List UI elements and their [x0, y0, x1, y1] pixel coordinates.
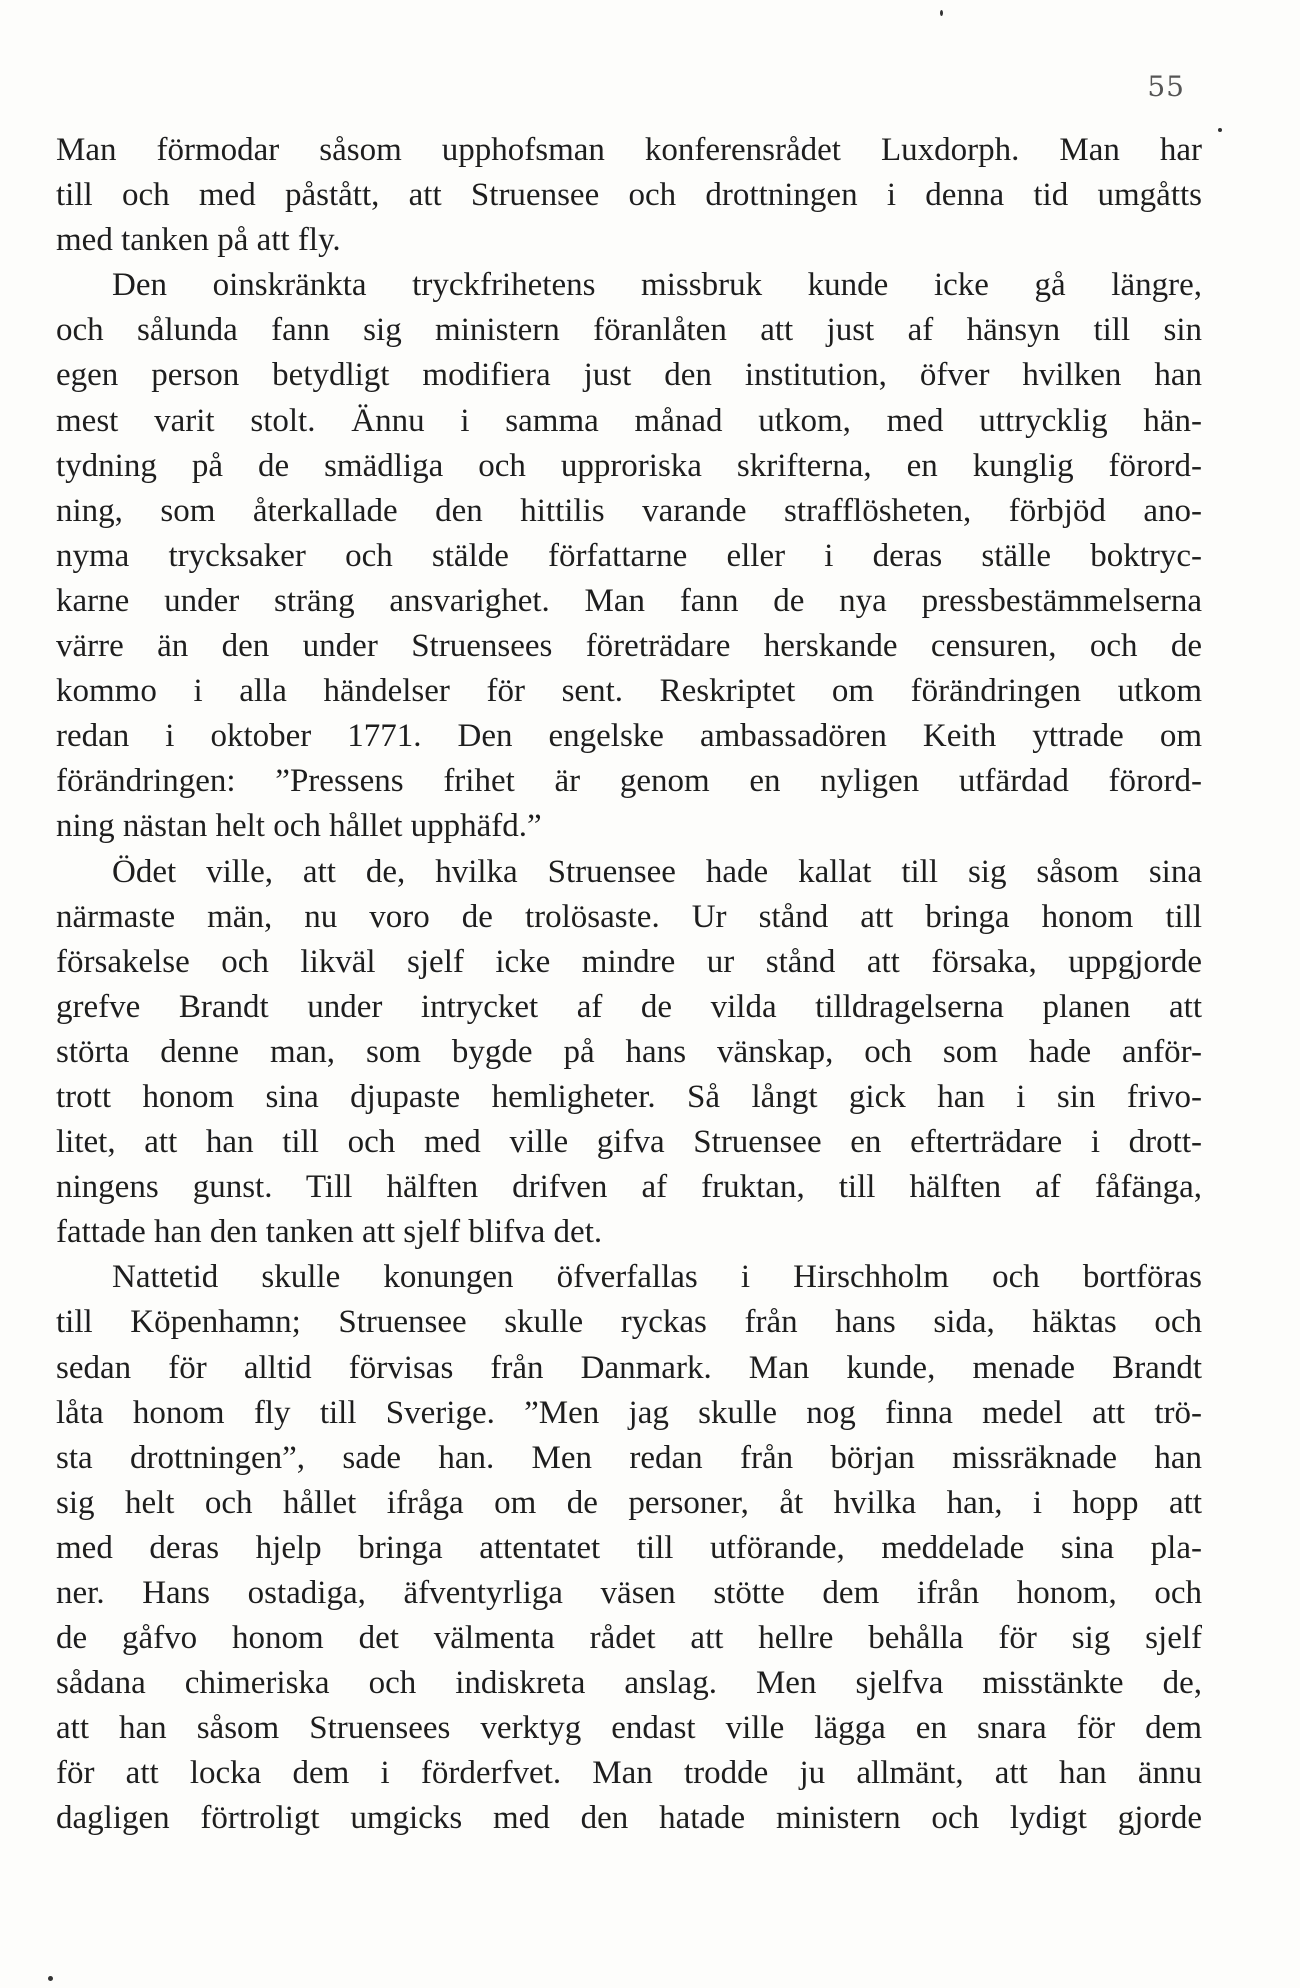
- text-line: med deras hjelp bringa attentatet till utförande, meddelade sina pla-: [56, 1529, 1202, 1566]
- text-line: förändringen: ”Pressens frihet är genom en nyligen utfärdad förord-: [56, 763, 1202, 800]
- text-line: de gåfvo honom det välmenta rådet att hellre behålla för sig sjelf: [56, 1620, 1202, 1657]
- text-line: värre än den under Struensees företrädare herskande censuren, och de: [56, 628, 1202, 665]
- text-line: karne under sträng ansvarighet. Man fann de nya pressbestämmelserna: [56, 582, 1202, 619]
- text-line: Man förmodar såsom upphofsman konferensrådet Luxdorph. Man har: [56, 132, 1202, 168]
- text-line: kommo i alla händelser för sent. Reskriptet om förändringen utkom: [56, 673, 1202, 710]
- text-line: att han såsom Struensees verktyg endast ville lägga en snara för dem: [56, 1710, 1202, 1747]
- text-line: Nattetid skulle konungen öfverfallas i Hirschholm och bortföras: [112, 1259, 1202, 1296]
- paragraph-4: [56, 1255, 1202, 1841]
- text-line: ningens gunst. Till hälften drifven af fruktan, till hälften af fåfänga,: [56, 1169, 1202, 1206]
- scan-speck: [1218, 128, 1222, 132]
- text-line: dagligen förtroligt umgicks med den hatade ministern och lydigt gjorde: [56, 1800, 1202, 1837]
- text-line: låta honom fly till Sverige. ”Men jag skulle nog finna medel att trö-: [56, 1394, 1202, 1431]
- paragraph-3: [56, 850, 1202, 1256]
- text-line: närmaste män, nu voro de trolösaste. Ur stånd att bringa honom till: [56, 898, 1202, 935]
- text-line: tydning på de smädliga och upproriska skrifterna, en kunglig förord-: [56, 447, 1202, 484]
- text-line: för att locka dem i förderfvet. Man trodde ju allmänt, att han ännu: [56, 1755, 1202, 1792]
- text-line: ning nästan helt och hållet upphäfd.”: [56, 808, 542, 845]
- text-line: nyma trycksaker och stälde författarne eller i deras ställe boktryc-: [56, 537, 1202, 574]
- text-line: grefve Brandt under intrycket af de vilda tilldragelserna planen att: [56, 988, 1202, 1025]
- text-line: med tanken på att fly.: [56, 222, 341, 259]
- scan-speck: [48, 1976, 53, 1981]
- text-line: försakelse och likväl sjelf icke mindre ur stånd att försaka, uppgjorde: [56, 943, 1202, 980]
- paragraph-2: [56, 263, 1202, 849]
- paragraph-1: [56, 128, 1202, 263]
- text-line: redan i oktober 1771. Den engelske ambassadören Keith yttrade om: [56, 718, 1202, 755]
- text-line: sig helt och hållet ifråga om de personer, åt hvilka han, i hopp att: [56, 1484, 1202, 1521]
- text-line: Ödet ville, att de, hvilka Struensee hade kallat till sig såsom sina: [112, 853, 1202, 890]
- text-line: till och med påstått, att Struensee och drottningen i denna tid umgåtts: [56, 177, 1202, 214]
- text-line: sedan för alltid förvisas från Danmark. Man kunde, menade Brandt: [56, 1349, 1202, 1386]
- text-line: mest varit stolt. Ännu i samma månad utkom, med uttrycklig hän-: [56, 402, 1202, 439]
- text-line: ner. Hans ostadiga, äfventyrliga väsen stötte dem ifrån honom, och: [56, 1575, 1202, 1611]
- text-line: egen person betydligt modifiera just den institution, öfver hvilken han: [56, 357, 1202, 394]
- text-line: sådana chimeriska och indiskreta anslag. Men sjelfva misstänkte de,: [56, 1665, 1202, 1702]
- text-line: litet, att han till och med ville gifva Struensee en efterträdare i drott-: [56, 1124, 1202, 1161]
- text-line: ning, som återkallade den hittilis varande strafflösheten, förbjöd ano-: [56, 492, 1202, 529]
- text-line: Den oinskränkta tryckfrihetens missbruk kunde icke gå längre,: [112, 267, 1202, 304]
- text-line: sta drottningen”, sade han. Men redan från början missräknade han: [56, 1439, 1202, 1476]
- text-line: trott honom sina djupaste hemligheter. Så långt gick han i sin frivo-: [56, 1078, 1202, 1115]
- text-line: och sålunda fann sig ministern föranlåten att just af hänsyn till sin: [56, 312, 1202, 349]
- scan-speck: [940, 10, 943, 16]
- text-line: störta denne man, som bygde på hans vänskap, och som hade anför-: [56, 1033, 1202, 1070]
- body-text: [56, 128, 1202, 1842]
- text-line: fattade han den tanken att sjelf blifva det.: [56, 1214, 603, 1251]
- text-line: till Köpenhamn; Struensee skulle ryckas från hans sida, häktas och: [56, 1304, 1202, 1341]
- page-number: 55: [1147, 70, 1185, 103]
